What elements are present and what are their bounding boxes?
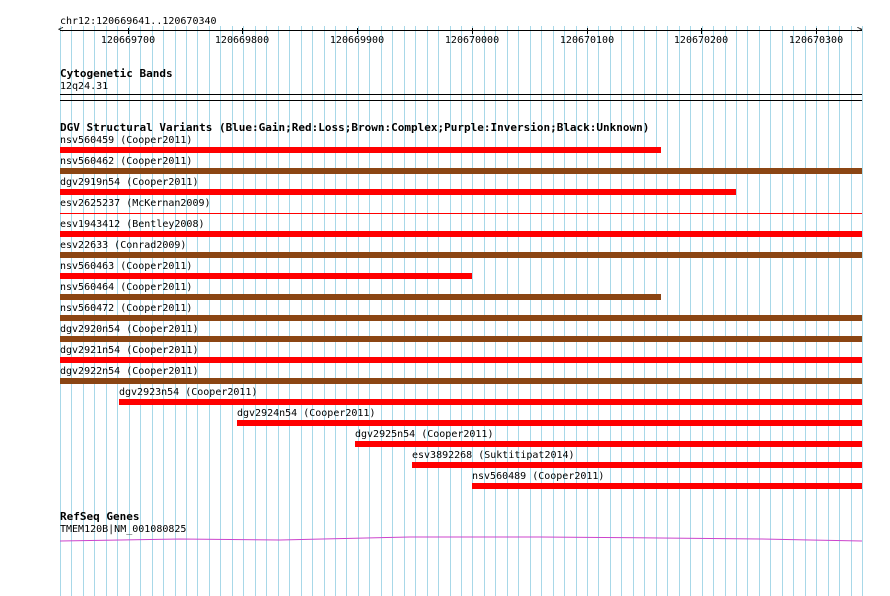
variant-bar[interactable] [60,357,862,363]
variant-bar[interactable] [60,168,862,174]
scale-tick [816,28,817,34]
variant-bar[interactable] [60,315,862,321]
variant-label[interactable]: nsv560464 (Cooper2011) [60,282,193,293]
scale-tick [701,28,702,34]
variant-bar[interactable] [60,213,862,214]
variant-bar[interactable] [412,462,862,468]
variant-label[interactable]: nsv560489 (Cooper2011) [472,471,605,482]
cytoband-label: 12q24.31 [60,81,109,92]
variant-bar[interactable] [60,231,862,237]
scale-tick-label: 120670200 [673,35,729,46]
variant-label[interactable]: esv22633 (Conrad2009) [60,240,187,251]
variant-label[interactable]: dgv2925n54 (Cooper2011) [355,429,494,440]
variant-bar[interactable] [60,294,661,300]
variant-label[interactable]: esv1943412 (Bentley2008) [60,219,205,230]
variant-label[interactable]: dgv2919n54 (Cooper2011) [60,177,199,188]
variant-bar[interactable] [60,189,736,195]
variant-bar[interactable] [60,252,862,258]
variant-label[interactable]: dgv2923n54 (Cooper2011) [119,387,258,398]
scale-left-arrow-icon: < [58,25,64,35]
scale-tick [128,28,129,34]
refseq-track-title[interactable]: RefSeq Genes [60,510,140,523]
variant-bar[interactable] [119,399,862,405]
cytoband-track-title[interactable]: Cytogenetic Bands [60,67,173,80]
cytoband-line-bottom [60,100,862,101]
scale-tick-label: 120669900 [329,35,385,46]
variant-bar[interactable] [472,483,862,489]
scale-tick-label: 120669800 [214,35,270,46]
variant-label[interactable]: dgv2920n54 (Cooper2011) [60,324,199,335]
variant-bar[interactable] [60,378,862,384]
scale-tick-label: 120670100 [559,35,615,46]
scale-tick-label: 120669700 [100,35,156,46]
dgv-track-title[interactable]: DGV Structural Variants (Blue:Gain;Red:Loss;Brown:Complex;Purple:Inversion;Black:Unknown) [60,121,650,134]
variant-label[interactable]: dgv2922n54 (Cooper2011) [60,366,199,377]
scale-line [60,30,862,31]
variant-bar[interactable] [355,441,862,447]
scale-tick [587,28,588,34]
variant-label[interactable]: esv3892268 (Suktitipat2014) [412,450,575,461]
cytoband-line-top [60,94,862,95]
variant-bar[interactable] [60,273,472,279]
scale-right-arrow-icon: > [857,25,863,35]
refseq-gene-model[interactable] [60,534,862,544]
variant-label[interactable]: nsv560463 (Cooper2011) [60,261,193,272]
variant-label[interactable]: esv2625237 (McKernan2009) [60,198,211,209]
gene-exon-line [60,537,862,541]
variant-label[interactable]: dgv2924n54 (Cooper2011) [237,408,376,419]
variant-label[interactable]: nsv560459 (Cooper2011) [60,135,193,146]
variant-label[interactable]: nsv560472 (Cooper2011) [60,303,193,314]
variant-label[interactable]: dgv2921n54 (Cooper2011) [60,345,199,356]
variant-bar[interactable] [60,147,661,153]
variant-bar[interactable] [237,420,862,426]
location-label: chr12:120669641..120670340 [60,16,217,27]
variant-bar[interactable] [60,336,862,342]
scale-tick [357,28,358,34]
variant-label[interactable]: nsv560462 (Cooper2011) [60,156,193,167]
scale-tick [472,28,473,34]
scale-tick [242,28,243,34]
scale-tick-label: 120670000 [444,35,500,46]
refseq-gene-label[interactable]: TMEM120B|NM_001080825 [60,524,187,535]
scale-tick-label: 120670300 [788,35,844,46]
